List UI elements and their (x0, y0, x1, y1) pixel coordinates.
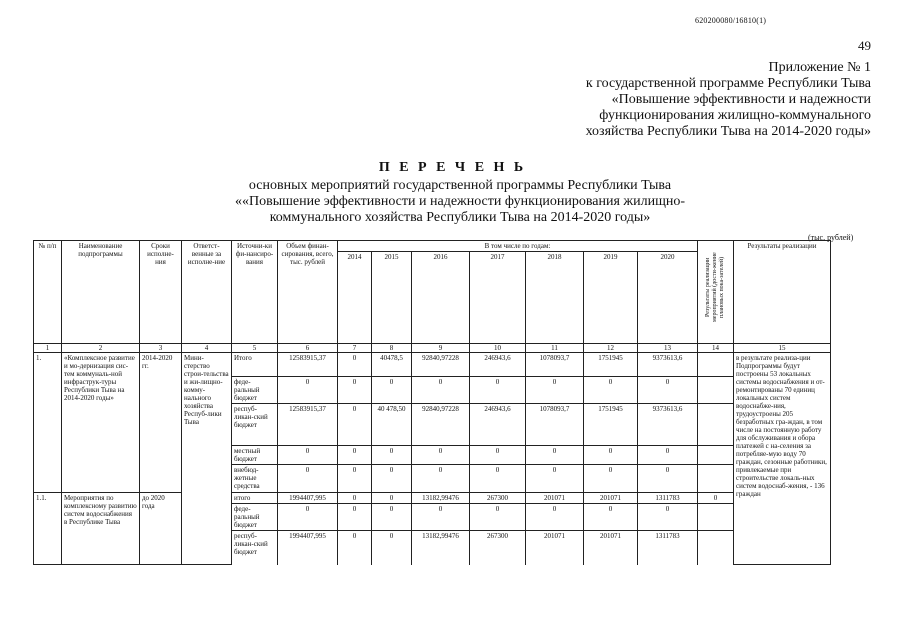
row-num: 1.1. (34, 493, 62, 565)
row-year-value: 201071 (526, 493, 584, 504)
row-year-value: 0 (526, 377, 584, 404)
col-number: 1 (34, 344, 62, 353)
row-name: Мероприятия по комплексному развитию систем водоснабжения в Республике Тыва (62, 493, 140, 565)
header-year: 2019 (584, 252, 638, 344)
subtitle-line: ««Повышение эффективности и надежности функционирования жилищно- (234, 194, 686, 209)
col-number: 4 (182, 344, 232, 353)
row-year-value: 0 (338, 353, 372, 377)
document-code: 620200080/16810(1) (695, 16, 767, 25)
row-year-value: 0 (338, 446, 372, 465)
header-name: Наименование подпрограммы (62, 241, 140, 344)
row-year-value: 0 (526, 465, 584, 493)
row-year-value: 0 (412, 377, 470, 404)
table-row (34, 353, 831, 377)
subtitle-line: основных мероприятий государственной программы Республики Тыва (248, 178, 672, 193)
row-year-value: 0 (470, 377, 526, 404)
document-title: П Е Р Е Ч Е Н Ь (378, 160, 527, 175)
col-number: 2 (62, 344, 140, 353)
row-year-value: 13182,99476 (412, 531, 470, 565)
row-source: респуб-ликан-ский бюджет (232, 404, 278, 446)
measures-table (33, 240, 831, 565)
row-source: феде-ральный бюджет (232, 504, 278, 531)
row-year-value: 0 (338, 531, 372, 565)
row-year-value: 201071 (584, 531, 638, 565)
row-year-value: 40478,5 (372, 353, 412, 377)
row-year-value: 0 (584, 465, 638, 493)
header-year: 2015 (372, 252, 412, 344)
header-year: 2018 (526, 252, 584, 344)
row-year-value: 1311783 (638, 531, 698, 565)
appendix-header (451, 60, 871, 140)
row-year-value: 0 (638, 446, 698, 465)
row-total: 1994407,995 (278, 493, 338, 504)
col-number: 14 (698, 344, 734, 353)
row-year-value: 1078093,7 (526, 353, 584, 377)
row-indicator (698, 404, 734, 446)
header-year: 2020 (638, 252, 698, 344)
row-year-value: 0 (372, 377, 412, 404)
header-source: Источни-ки фи-нансиро-вания (232, 241, 278, 344)
row-total: 1994407,995 (278, 531, 338, 565)
row-year-value: 0 (412, 465, 470, 493)
row-year-value: 9373613,6 (638, 404, 698, 446)
appendix-line: хозяйства Республики Тыва на 2014-2020 годы» (585, 124, 871, 139)
appendix-line: «Повышение эффективности и надежности (611, 92, 871, 107)
row-year-value: 246943,6 (470, 353, 526, 377)
page-number: 49 (858, 38, 871, 53)
header-num: № п/п (34, 241, 62, 344)
row-year-value: 1751945 (584, 404, 638, 446)
row-year-value: 0 (338, 404, 372, 446)
row-year-value: 0 (372, 446, 412, 465)
row-term: 2014-2020 гг. (140, 353, 182, 493)
row-results: в результате реализа-ции Подпрограммы будут построены 53 локальных системы водоснабжения и от-ремонтированы 70 единиц локальных систем водоснабже-ния, трудоустроены 205 безработных гра-ждан, в том числе на постоянную работу для обслуживания и обора платежей с на-селения за потребляе-мую воду 70 граждан, сезонные работники, привлекаемые при строительстве локаль-ных систем водоснаб-жения, - 136 граждан (734, 353, 831, 565)
row-source: итого (232, 493, 278, 504)
row-year-value: 0 (372, 531, 412, 565)
col-number: 3 (140, 344, 182, 353)
row-total: 0 (278, 465, 338, 493)
header-indicator (698, 241, 734, 344)
row-year-value: 0 (372, 493, 412, 504)
col-number: 7 (338, 344, 372, 353)
row-indicator (698, 504, 734, 531)
header-term: Сроки исполне-ния (140, 241, 182, 344)
row-year-value: 0 (470, 465, 526, 493)
col-number: 11 (526, 344, 584, 353)
row-year-value: 0 (470, 446, 526, 465)
row-source: внебюд-жетные средства (232, 465, 278, 493)
row-year-value: 0 (412, 446, 470, 465)
row-total: 0 (278, 504, 338, 531)
col-number: 12 (584, 344, 638, 353)
row-year-value: 267300 (470, 493, 526, 504)
row-num: 1. (34, 353, 62, 493)
col-number: 5 (232, 344, 278, 353)
row-year-value: 1311783 (638, 493, 698, 504)
row-year-value: 9373613,6 (638, 353, 698, 377)
row-year-value: 0 (470, 504, 526, 531)
appendix-line: функционирования жилищно-коммунального (599, 108, 871, 123)
row-year-value: 0 (638, 377, 698, 404)
col-number: 8 (372, 344, 412, 353)
row-indicator (698, 465, 734, 493)
row-year-value: 1078093,7 (526, 404, 584, 446)
col-number: 13 (638, 344, 698, 353)
row-year-value: 0 (584, 504, 638, 531)
row-term: до 2020 года (140, 493, 182, 565)
row-indicator (698, 531, 734, 565)
row-year-value: 0 (338, 465, 372, 493)
row-year-value: 1751945 (584, 353, 638, 377)
row-year-value: 0 (338, 493, 372, 504)
row-year-value: 0 (584, 377, 638, 404)
row-indicator (698, 353, 734, 377)
header-volume: Объем финан-сирования, всего, тыс. рублей (278, 241, 338, 344)
header-results: Результаты реализации (734, 241, 831, 344)
row-total: 0 (278, 377, 338, 404)
row-indicator (698, 377, 734, 404)
appendix-line: к государственной программе Республики Тыва (585, 76, 871, 91)
row-total: 12583915,37 (278, 404, 338, 446)
row-total: 0 (278, 446, 338, 465)
col-number: 6 (278, 344, 338, 353)
row-indicator (698, 446, 734, 465)
row-year-value: 201071 (584, 493, 638, 504)
header-year: 2017 (470, 252, 526, 344)
row-source: местный бюджет (232, 446, 278, 465)
row-year-value: 201071 (526, 531, 584, 565)
row-indicator: 0 (698, 493, 734, 504)
row-year-value: 0 (526, 504, 584, 531)
row-year-value: 0 (584, 446, 638, 465)
row-name: «Комплексное развитие и мо-дернизация сис-тем коммуналь-ной инфраструк-туры Республики Тыва на 2014-2020 годы» (62, 353, 140, 493)
row-year-value: 0 (338, 377, 372, 404)
header-year: 2016 (412, 252, 470, 344)
row-year-value: 0 (372, 504, 412, 531)
header-indicator-text: Результаты реализации мероприятий (дости-жение плановых пока-зателей) (705, 252, 725, 322)
header-responsible: Ответст-венные за исполне-ние (182, 241, 232, 344)
row-year-value: 0 (638, 465, 698, 493)
col-number: 10 (470, 344, 526, 353)
row-year-value: 0 (372, 465, 412, 493)
row-year-value: 0 (638, 504, 698, 531)
row-year-value: 0 (526, 446, 584, 465)
row-year-value: 40 478,50 (372, 404, 412, 446)
row-year-value: 92840,97228 (412, 353, 470, 377)
col-number: 9 (412, 344, 470, 353)
table-row (34, 493, 831, 504)
document-subtitle (200, 178, 720, 226)
units-label: (тыс. рублей) (808, 233, 854, 242)
row-total: 12583915,37 (278, 353, 338, 377)
row-year-value: 92840,97228 (412, 404, 470, 446)
row-year-value: 0 (338, 504, 372, 531)
header-year: 2014 (338, 252, 372, 344)
row-year-value: 246943,6 (470, 404, 526, 446)
row-source: респуб-ликан-ский бюджет (232, 531, 278, 565)
row-source: Итого (232, 353, 278, 377)
row-year-value: 267300 (470, 531, 526, 565)
row-year-value: 13182,99476 (412, 493, 470, 504)
col-number: 15 (734, 344, 831, 353)
header-by-years: В том числе по годам: (338, 241, 698, 252)
subtitle-line: коммунального хозяйства Республики Тыва на 2014-2020 годы» (269, 210, 651, 225)
appendix-line: Приложение № 1 (768, 60, 871, 75)
row-year-value: 0 (412, 504, 470, 531)
row-responsible: Мини-стерство строи-тельства и жи-лищно-комму-нального хозяйства Респуб-лики Тыва (182, 353, 232, 565)
row-source: феде-ральный бюджет (232, 377, 278, 404)
